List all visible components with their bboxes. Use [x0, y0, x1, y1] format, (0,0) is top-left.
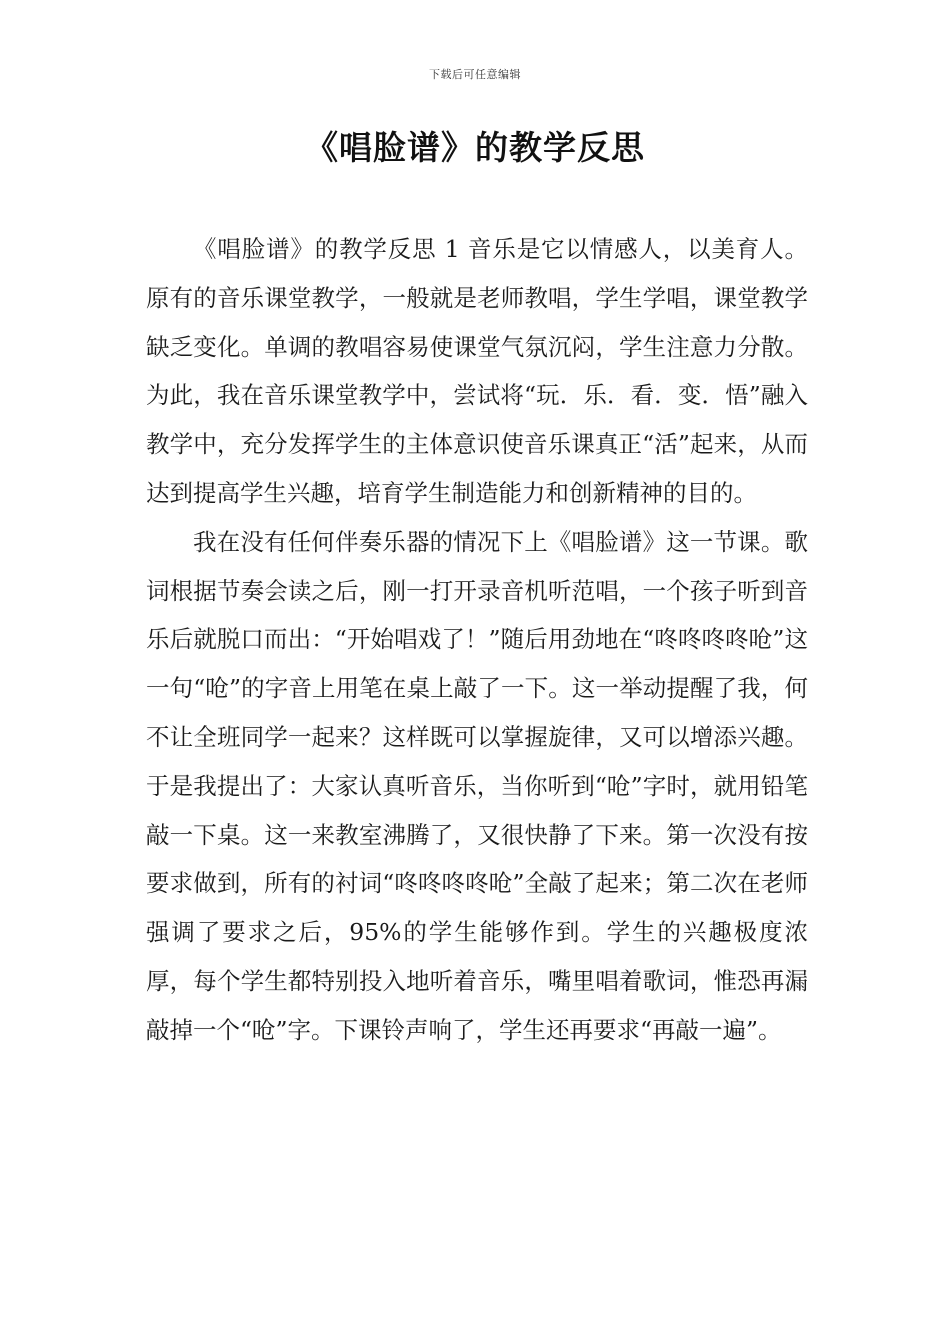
header-note: 下载后可任意编辑 [429, 68, 521, 81]
paragraph-2: 我在没有任何伴奏乐器的情况下上《唱脸谱》这一节课。歌词根据节奏会读之后，刚一打开录音机听范唱，一个孩子听到音乐后就脱口而出：“开始唱戏了！”随后用劲地在“咚咚咚咚呛”这一句“呛”的字音上用笔在桌上敲了一下。这一举动提醒了我，何不让全班同学一起来？这样既可以掌握旋律，又可以增添兴趣。于是我提出了：大家认真听音乐，当你听到“呛”字时，就用铅笔敲一下桌。这一来教室沸腾了，又很快静了下来。第一次没有按要求做到，所有的衬词“咚咚咚咚呛”全敲了起来；第二次在老师强调了要求之后，95%的学生能够作到。学生的兴趣极度浓厚，每个学生都特别投入地听着音乐，嘴里唱着歌词，惟恐再漏敲掉一个“呛”字。下课铃声响了，学生还再要求“再敲一遍”。 [146, 527, 808, 1044]
paragraph-1: 《唱脸谱》的教学反思 1 音乐是它以情感人，以美育人。原有的音乐课堂教学，一般就是老师教唱，学生学唱，课堂教学缺乏变化。单调的教唱容易使课堂气氛沉闷，学生注意力分散。为此，我在音乐课堂教学中，尝试将“玩．乐．看．变．悟”融入教学中，充分发挥学生的主体意识使音乐课真正“活”起来，从而达到提高学生兴趣，培育学生制造能力和创新精神的目的。 [146, 235, 808, 507]
document-body [146, 225, 808, 1055]
page-title: 《唱脸谱》的教学反思 [305, 128, 645, 167]
